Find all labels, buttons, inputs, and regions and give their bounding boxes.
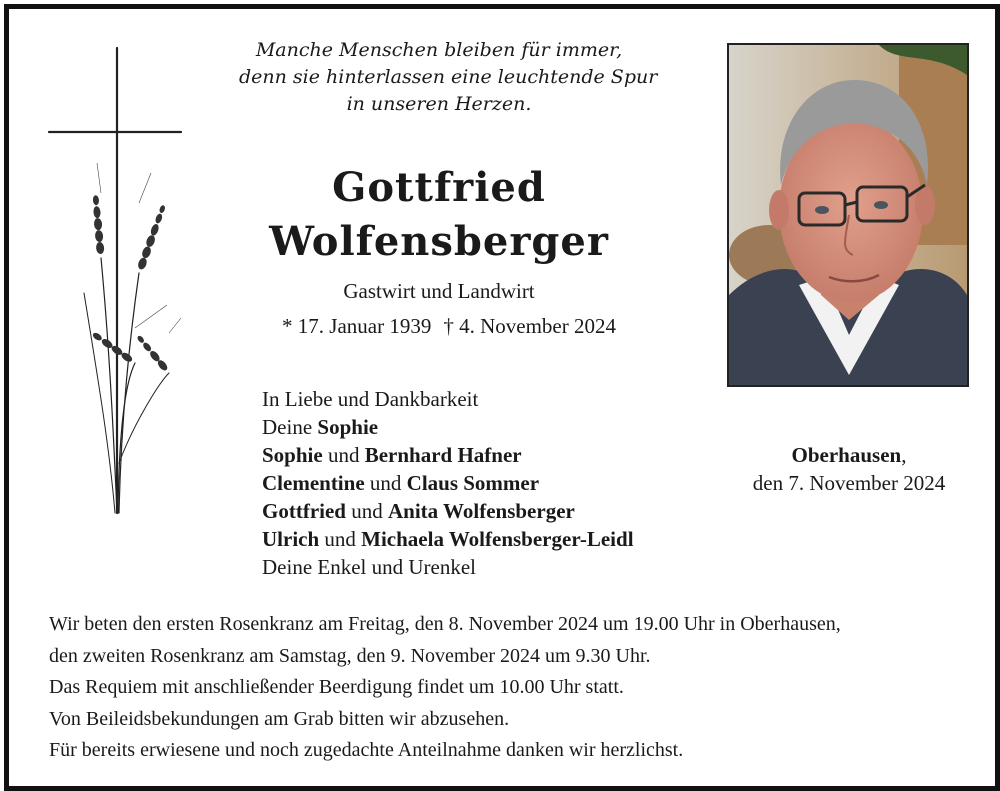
last-name: Wolfensberger	[269, 218, 609, 265]
mourner-row	[262, 497, 732, 525]
note-line: Von Beileidsbekundungen am Grab bitten wir abzusehen.	[49, 707, 510, 730]
death-date: † 4. November 2024	[443, 314, 616, 338]
funeral-notes	[49, 609, 989, 767]
mourner-text: Deine	[262, 415, 318, 439]
mourners-outro: Deine Enkel und Urenkel	[262, 555, 477, 579]
mourner-text: und	[345, 499, 388, 523]
place-town: Oberhausen	[791, 443, 902, 467]
portrait-illustration	[729, 45, 967, 385]
poem-line: Manche Menschen bleiben für immer,	[255, 39, 623, 61]
mourner-name: Michaela Wolfensberger-Leidl	[361, 527, 634, 551]
mourner-text: und	[364, 471, 407, 495]
poem-line: in unseren Herzen.	[346, 93, 532, 115]
poem-line: denn sie hinterlassen eine leuchtende Spur	[239, 66, 658, 88]
mourners-list	[262, 385, 732, 581]
mourner-name: Ulrich	[262, 527, 320, 551]
portrait-photo	[727, 43, 969, 387]
profession: Gastwirt und Landwirt	[343, 279, 535, 303]
mourner-text: und	[322, 443, 365, 467]
mourner-name: Bernhard Hafner	[364, 443, 522, 467]
mourner-name: Clementine	[262, 471, 365, 495]
mourner-name: Claus Sommer	[406, 471, 540, 495]
first-name: Gottfried	[332, 164, 546, 211]
mourner-row	[262, 441, 732, 469]
mourner-name: Sophie	[317, 415, 379, 439]
mourner-name: Gottfried	[262, 499, 346, 523]
mourner-row	[262, 525, 732, 553]
mourner-text: und	[319, 527, 362, 551]
place-town-line	[729, 441, 969, 469]
note-line: Für bereits erwiesene und noch zugedachte Anteilnahme danken wir herzlichst.	[49, 739, 684, 761]
mourner-name: Sophie	[262, 443, 323, 467]
place-date-text: den 7. November 2024	[752, 471, 946, 495]
place-date	[729, 441, 969, 497]
mourner-row	[262, 413, 732, 441]
mourner-name: Anita Wolfensberger	[387, 499, 575, 523]
mourners-intro: In Liebe und Dankbarkeit	[262, 387, 479, 411]
note-line: den zweiten Rosenkranz am Samstag, den 9. November 2024 um 9.30 Uhr.	[49, 644, 651, 667]
poem	[239, 37, 658, 118]
cross-with-wheat-icon	[39, 43, 189, 523]
obituary-frame	[4, 4, 1000, 791]
place-comma: ,	[901, 443, 907, 467]
birth-date: * 17. Januar 1939	[282, 314, 432, 338]
life-dates	[239, 314, 659, 339]
note-line: Das Requiem mit anschließender Beerdigung findet um 10.00 Uhr statt.	[49, 676, 624, 698]
note-line: Wir beten den ersten Rosenkranz am Freitag, den 8. November 2024 um 19.00 Uhr in Oberhausen,	[49, 613, 841, 635]
deceased-name	[209, 161, 669, 269]
mourner-row	[262, 469, 732, 497]
